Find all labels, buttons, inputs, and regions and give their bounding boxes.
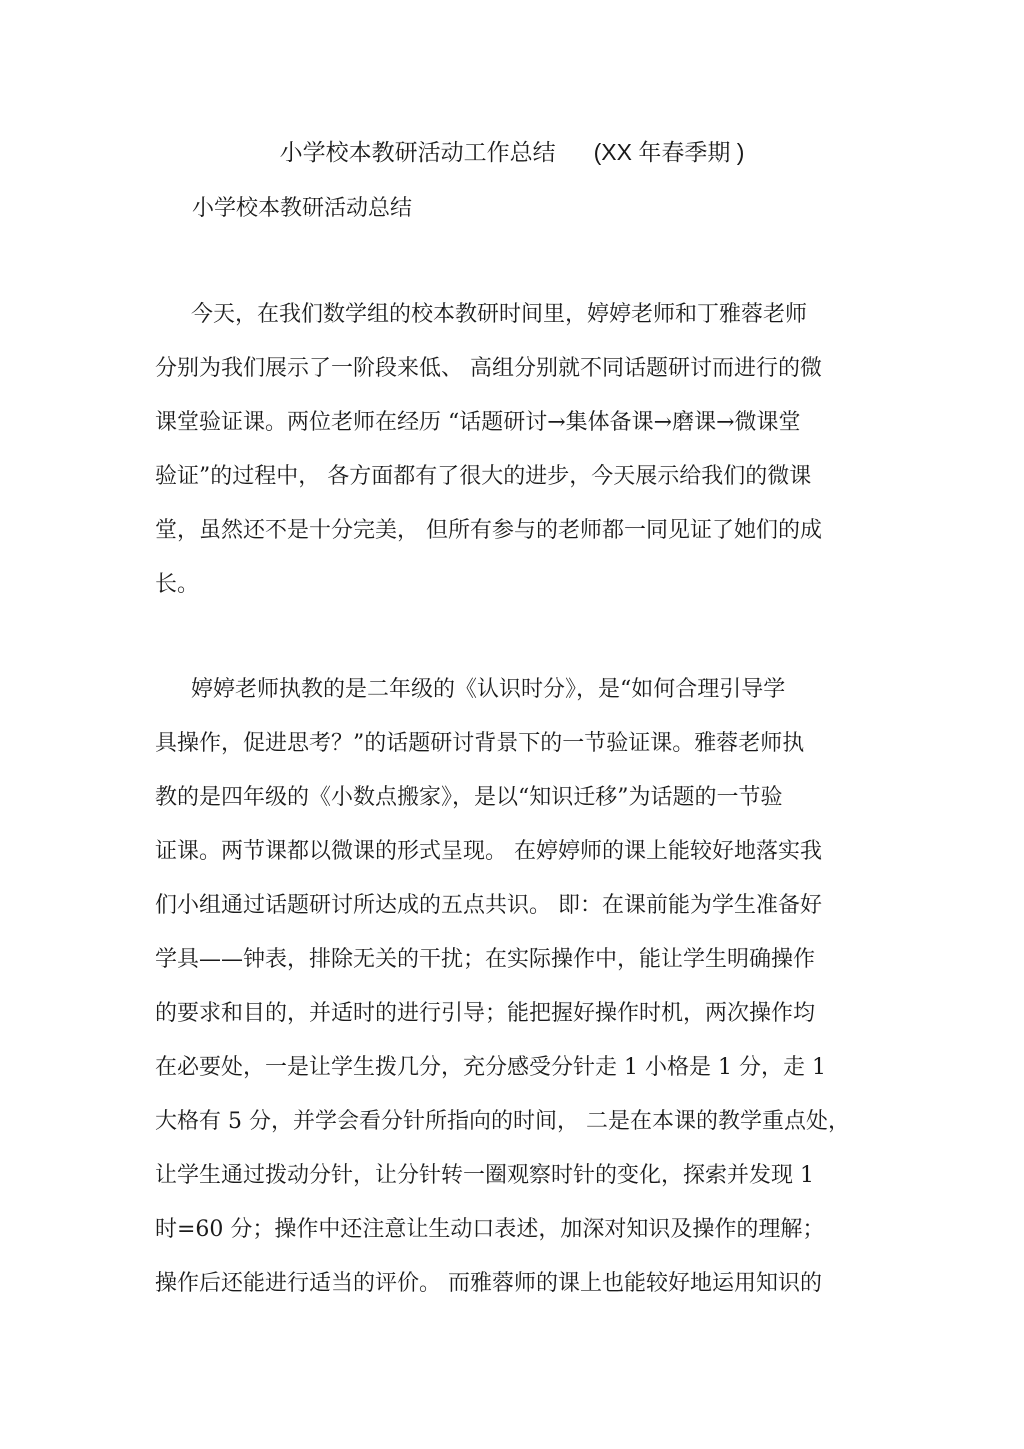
paragraph-line: 的要求和目的，并适时的进行引导；能把握好操作时机，两次操作均 (155, 1001, 816, 1026)
paragraph-line: 学具——钟表，排除无关的干扰；在实际操作中，能让学生明确操作 (155, 947, 816, 972)
paragraph-line: 时=60 分；操作中还注意让生动口表述，加深对知识及操作的理解； (155, 1217, 825, 1242)
title-period: (XX 年春季期 ) (593, 139, 745, 165)
paragraph-line: 长。 (155, 572, 200, 597)
paragraph-line: 们小组通过话题研讨所达成的五点共识。 即：在课前能为学生准备好 (155, 893, 822, 918)
paragraph-line: 具操作，促进思考？”的话题研讨背景下的一节验证课。雅蓉老师执 (155, 731, 805, 756)
paragraph-line: 验证”的过程中， 各方面都有了很大的进步，今天展示给我们的微课 (155, 464, 812, 489)
paragraph-line: 大格有 5 分，并学会看分针所指向的时间， 二是在本课的教学重点处， (155, 1109, 850, 1134)
paragraph-line: 证课。两节课都以微课的形式呈现。 在婷婷师的课上能较好地落实我 (155, 839, 822, 864)
paragraph-line: 操作后还能进行适当的评价。 而雅蓉师的课上也能较好地运用知识的 (155, 1271, 822, 1296)
paragraph (155, 663, 875, 1311)
paragraph-line: 分别为我们展示了一阶段来低、 高组分别就不同话题研讨而进行的微 (155, 356, 822, 381)
paragraph-line: 让学生通过拨动分针，让分针转一圈观察时针的变化，探索并发现 1 (155, 1163, 814, 1188)
title-text: 小学校本教研活动工作总结 (279, 140, 556, 166)
paragraph-line: 堂，虽然还不是十分完美， 但所有参与的老师都一同见证了她们的成 (155, 518, 822, 543)
document-title (0, 134, 1024, 171)
document-subtitle: 小学校本教研活动总结 (192, 196, 413, 221)
paragraph (155, 288, 875, 612)
paragraph-line: 教的是四年级的《小数点搬家》，是以“知识迁移”为话题的一节验 (155, 785, 783, 810)
paragraph-line: 今天，在我们数学组的校本教研时间里，婷婷老师和丁雅蓉老师 (191, 302, 808, 327)
paragraph-line: 婷婷老师执教的是二年级的《认识时分》，是“如何合理引导学 (191, 677, 786, 702)
paragraph-line: 在必要处，一是让学生拨几分，充分感受分针走 1 小格是 1 分，走 1 (155, 1055, 826, 1080)
paragraph-line: 课堂验证课。两位老师在经历 “话题研讨→集体备课→磨课→微课堂 (155, 410, 801, 435)
